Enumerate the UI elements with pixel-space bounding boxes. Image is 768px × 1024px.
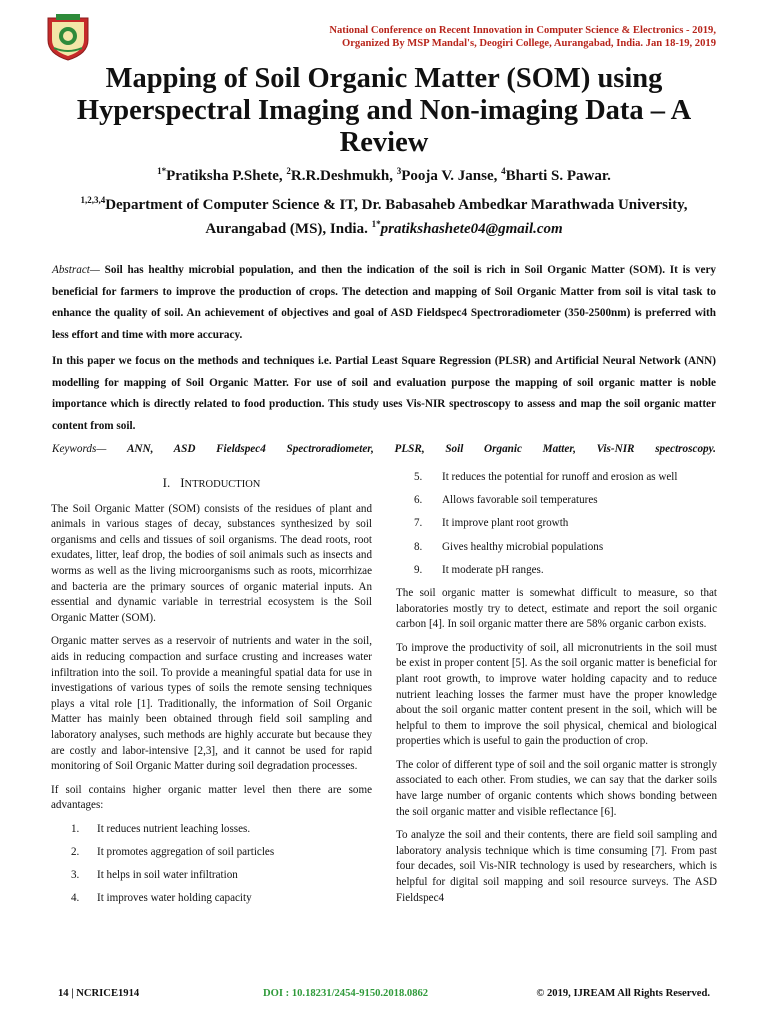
list-item (51, 822, 372, 838)
footer-doi-link[interactable]: DOI : 10.18231/2454-9150.2018.0862 (263, 988, 429, 999)
list-number: 5. (414, 471, 423, 483)
author-2-sup: 2 (286, 166, 291, 176)
list-text: It helps in soil water infiltration (97, 869, 238, 882)
footer-page-number: 14 | NCRICE1914 (58, 988, 140, 999)
list-number: 1. (71, 822, 80, 835)
list-item (396, 563, 717, 579)
list-number: 8. (414, 540, 423, 553)
footer-copyright: © 2019, IJREAM All Rights Reserved. (536, 988, 710, 999)
list-item (396, 493, 717, 509)
abstract-label: Abstract— (52, 264, 105, 276)
list-text: Allows favorable soil temperatures (442, 494, 598, 507)
author-3-sup: 3 (396, 166, 402, 176)
affiliation-line-2: Aurangabad (MS), India. (205, 221, 372, 237)
section-number: I. (162, 475, 171, 490)
list-item (396, 516, 717, 532)
author-1-sup: 1* (157, 166, 167, 176)
page-footer (58, 988, 710, 1004)
advantages-list-left (51, 822, 372, 907)
section-title-first: I (180, 475, 185, 490)
advantages-list-right (396, 470, 717, 578)
intro-paragraph-5: To improve the productivity of soil, all micronutrients in the soil must be exist in proper content [5]. As the soil organic matter is beneficial for plant root growth, to improve water holding capacity and to reduce nutrient leaching losses the farmer must have the proper knowledge about the soil organic matter content present in the soil, which will be helpful to them to improve the soil physical, chemical and biological properties which is useful to gain the production of crop. (396, 641, 717, 748)
author-4-name: Bharti S. Pawar. (505, 168, 611, 184)
intro-paragraph-1: The Soil Organic Matter (SOM) consists of the residues of plant and animals in various stages of decay, substances synthesized by soil organisms and cells and tissues of soil organisms. The dead roots, root exudates, litter, leaf drop, the bodies of soil animals such as insects and worms as well as the living microorganisms such as roots, micorrhizae and bacteria are the primary sources of organic material inputs. An essential and dynamic variable in terrestrial ecosystem is the Soil Organic Matter (SOM). (51, 502, 372, 624)
list-item (51, 868, 372, 884)
author-2-name: R.R.Deshmukh, (290, 168, 397, 184)
conference-header (196, 24, 716, 50)
keywords-label: Keywords— (52, 443, 127, 455)
list-item (396, 470, 717, 486)
abstract-paragraph-2: In this paper we focus on the methods and techniques i.e. Partial Least Square Regression (PLSR) and Artificial Neural Network (ANN) modelling for mapping of Soil Organic Matter. For use of soil and evaluation purpose the mapping of soil organic matter is noble importance which is directly related to food production. This study uses Vis-NIR spectroscopy to assess and map the soil organic matter content from soil. (52, 355, 716, 432)
email-sup: 1* (371, 219, 381, 229)
affiliation-sup: 1,2,3,4 (80, 195, 106, 205)
author-1-name: Pratiksha P.Shete, (166, 168, 287, 184)
list-number: 7. (414, 517, 423, 530)
abstract (52, 260, 716, 442)
list-text: It promotes aggregation of soil particles (97, 846, 275, 859)
list-text: It improves water holding capacity (97, 892, 252, 905)
conference-line-2: Organized By MSP Mandal's, Deogiri College, Aurangabad, India. Jan 18-19, 2019 (341, 38, 716, 49)
intro-paragraph-7: To analyze the soil and their contents, there are field soil sampling and laboratory analysis technique which is time consuming [7]. From past four decades, soil Vis-NIR technology is used by researchers, which is helpful for digital soil mapping and soil resource surveys. The ASD Fieldspec4 (396, 829, 717, 904)
abstract-paragraph-1 (52, 260, 716, 346)
keywords (52, 441, 716, 457)
paper-title: Mapping of Soil Organic Matter (SOM) using Hyperspectral Imaging and Non-imaging Data – A Review (76, 63, 692, 158)
list-text: It reduces nutrient leaching losses. (97, 822, 251, 835)
author-list (30, 167, 738, 185)
section-heading (51, 475, 372, 493)
list-item (396, 540, 717, 556)
list-number: 6. (414, 494, 423, 507)
list-text: It reduces the potential for runoff and erosion as well (442, 471, 678, 483)
intro-paragraph-3: If soil contains higher organic matter level then there are some advantages: (51, 783, 372, 812)
author-4-sup: 4 (501, 166, 506, 176)
section-title-rest: NTRODUCTION (184, 479, 261, 490)
affiliation (30, 193, 738, 241)
list-item (51, 891, 372, 907)
list-text: It moderate pH ranges. (442, 563, 544, 576)
list-item (51, 845, 372, 861)
list-number: 3. (71, 869, 80, 882)
college-emblem-icon (42, 10, 94, 62)
list-number: 4. (71, 892, 80, 905)
intro-paragraph-4: The soil organic matter is somewhat difficult to measure, so that laboratories mostly try to detect, estimate and report the soil organic carbon [4]. In soil organic matter there are 58% organic carbon exists. (396, 586, 717, 631)
left-column (51, 470, 372, 915)
keywords-text: ANN, ASD Fieldspec4 Spectroradiometer, PLSR, Soil Organic Matter, Vis-NIR spectroscopy. (126, 443, 716, 455)
abstract-text-1: Soil has healthy microbial population, and then the indication of the soil is rich in Soil Organic Matter (SOM). It is very beneficial for farmers to improve the production of crops. The detection and mapping of Soil Organic Matter from soil is vital task to enhance the quality of soil. An achievement of objectives and goal of ASD Fieldspec4 Spectroradiometer (350-2500nm) is preferred with less effort and time with more accuracy. (52, 264, 717, 341)
list-number: 2. (71, 846, 80, 859)
intro-paragraph-6: The color of different type of soil and the soil organic matter is strongly associated to each other. From studies, we can say that the darker soils have large number of organic contents which shows bonding between the soil organic matter and visible reflectance [6]. (396, 758, 717, 818)
list-number: 9. (414, 563, 423, 576)
right-column (396, 470, 717, 914)
author-3-name: Pooja V. Janse, (401, 168, 502, 184)
intro-paragraph-2: Organic matter serves as a reservoir of nutrients and water in the soil, aids in reducing compaction and surface crusting and increases water infiltration into the soil. To provide a meaningful spatial data for use in investigations of various types of soils the remote sensing techniques plays a vital role [1]. Traditionally, the information of Soil Organic Matter has mainly been obtained through field soil sampling and laboratory analyses, such methods are highly accurate but because they are costly and labor-intensive [2,3], and it cannot be used for rapid monitoring of Soil Organic Matter during soil degradation processes. (51, 635, 372, 773)
list-text: Gives healthy microbial populations (442, 540, 604, 553)
conference-line-1: National Conference on Recent Innovation in Computer Science & Electronics - 2019, (329, 25, 716, 36)
list-text: It improve plant root growth (442, 517, 569, 530)
author-email: pratikshashete04@gmail.com (380, 221, 563, 237)
affiliation-line-1: Department of Computer Science & IT, Dr. Babasaheb Ambedkar Marathwada University, (105, 197, 688, 213)
